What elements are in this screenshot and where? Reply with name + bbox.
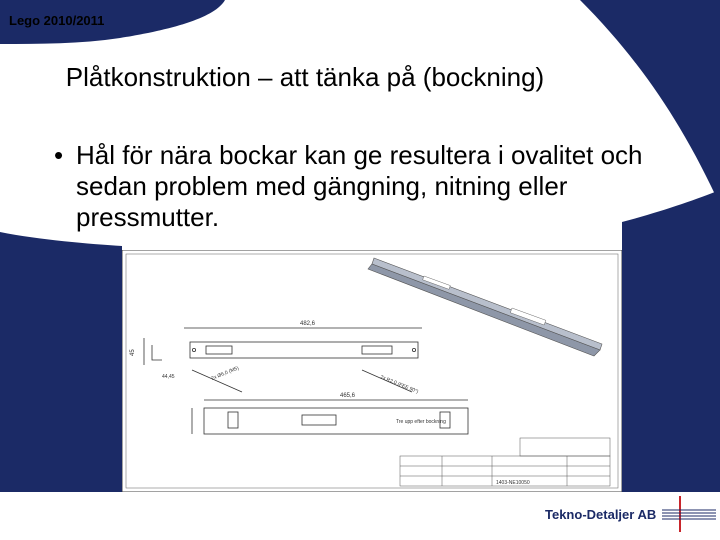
drawing-number: 1403-NE10050 — [496, 480, 530, 486]
top-dimension: 482,6 — [300, 321, 316, 327]
bend-note: Tre upp efter bockning — [396, 419, 446, 425]
hole-callout-2: 2x R2,0 (FEE 90°) — [379, 374, 420, 396]
slide-title: Plåtkonstruktion – att tänka på (bockning) — [65, 62, 545, 92]
technical-drawing — [122, 250, 622, 492]
height-dimension: 45 — [130, 349, 136, 356]
company-logo — [540, 494, 720, 534]
logo-cross-icon — [658, 494, 720, 534]
header-label: Lego 2010/2011 — [9, 13, 105, 28]
right-panel — [622, 190, 720, 540]
hole-callout-1: 2x Ø6,0 (M5) — [210, 365, 240, 382]
bullet-text: Hål för nära bockar kan ge resultera i ovalitet och sedan problem med gängning, nitning eller pressmutter. — [76, 140, 643, 232]
bottom-dimension: 465,6 — [340, 393, 356, 399]
logo-text: Tekno-Detaljer AB — [545, 507, 657, 522]
side-dimension: 44,45 — [162, 374, 175, 380]
bullet-dot-icon: • — [54, 140, 64, 170]
